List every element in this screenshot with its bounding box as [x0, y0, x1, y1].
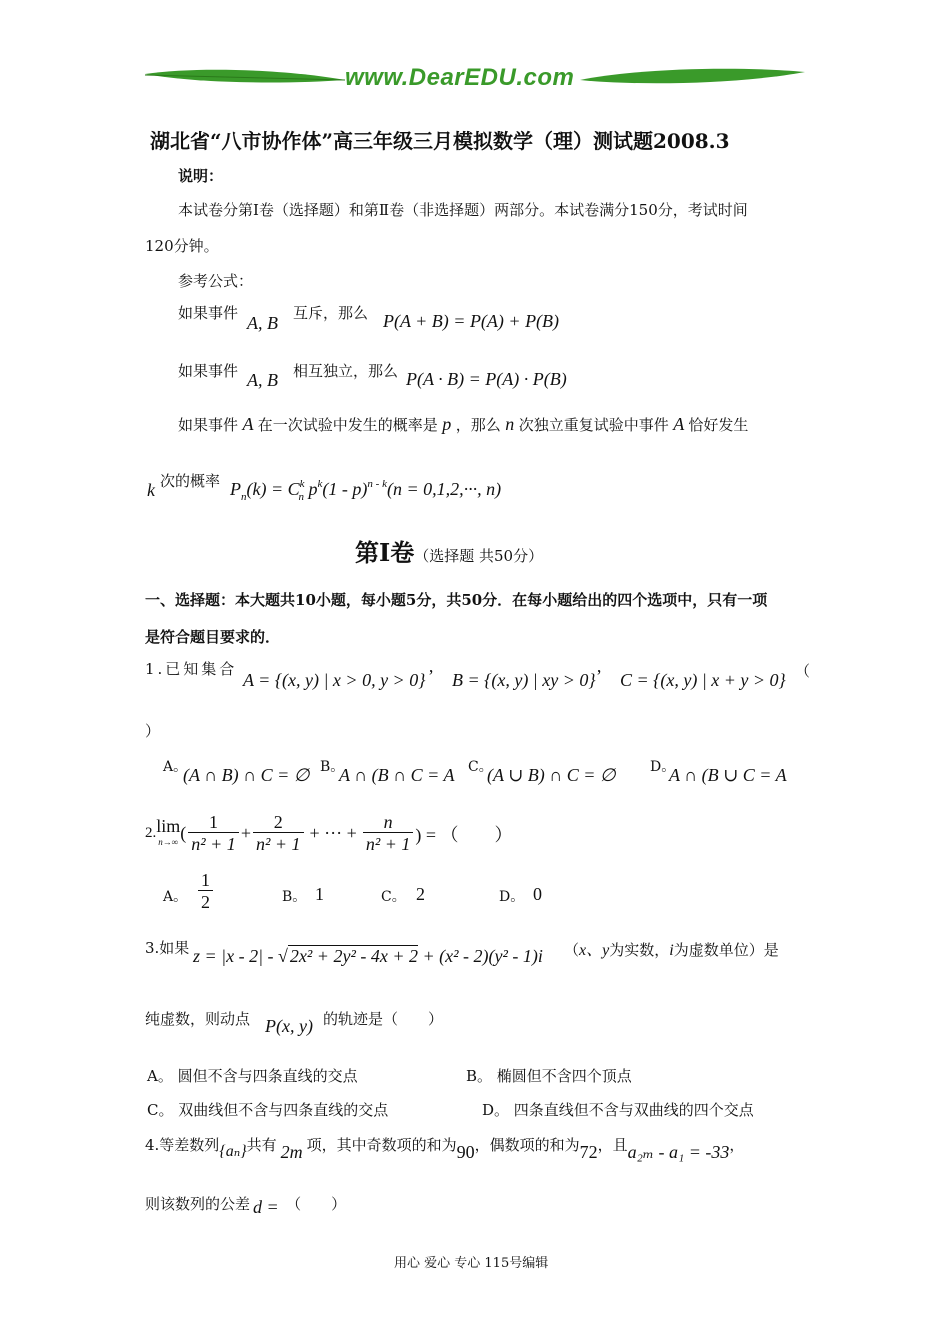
formula-1: P(A + B) = P(A) + P(B) — [383, 311, 560, 331]
section-subtitle: （选择题 共50分） — [414, 547, 544, 565]
q4-t3: ，偶数项的和为 — [474, 1136, 580, 1154]
formula-1-mid: 互斥，那么 — [293, 304, 369, 322]
q3-option-c: C。 双曲线但不含与四条直线的交点 — [147, 1101, 389, 1119]
q4-t2: 项，其中奇数项的和为 — [306, 1136, 457, 1154]
q1-option-d: A ∩ (B ∪ C = A — [669, 765, 787, 785]
q1-comma-1: ’ — [428, 666, 434, 686]
q3-equation: z = |x - 2| - √ 2x² + 2y² - 4x + 2 + (x² - 2)(y² - 1)i — [193, 946, 543, 966]
q3-note — [564, 937, 779, 960]
intro-label: 说明： — [178, 167, 224, 185]
q2-tn-den: n² + 1 — [363, 832, 414, 855]
q3-note-xy: x、y — [579, 942, 610, 959]
q1-option-c-label: C。 — [468, 759, 493, 775]
formula-1-text: 如果事件 — [178, 304, 239, 322]
q1-set-b: B = {(x, y) | xy > 0} — [452, 670, 596, 690]
q1-option-b-label: B。 — [320, 759, 345, 775]
q1-paren-open: （ — [795, 662, 811, 680]
q1-option-b: A ∩ (B ∩ C = A — [339, 765, 455, 785]
q4-prefix: 4.等差数列 — [145, 1136, 220, 1154]
q3-note-mid: 为实数， — [609, 941, 670, 959]
q1-option-a-label: A。 — [163, 759, 188, 775]
q3-note-i: i — [669, 942, 674, 959]
q3-note-end: 为虚数单位）是 — [673, 941, 779, 959]
page-title: 湖北省“八市协作体”高三年级三月模拟数学（理）测试题2008.3 — [150, 129, 730, 153]
q2-t2-den: n² + 1 — [253, 832, 304, 855]
formula-3-d: 次独立重复试验中事件 — [518, 416, 669, 434]
q1-option-d-label: D。 — [650, 759, 676, 775]
q1-set-c: C = {(x, y) | x + y > 0} — [620, 670, 786, 690]
intro-line-2: 120分钟。 — [145, 237, 219, 255]
q3-option-a: A。 圆但不含与四条直线的交点 — [147, 1067, 358, 1085]
q2-prefix: 2. — [145, 825, 157, 841]
instruction-line-1: 一、选择题：本大题共10小题，每小题5分，共50分．在每小题给出的四个选项中，只有一项 — [145, 591, 768, 609]
formula-1-vars: A, B — [247, 313, 278, 333]
q3-prefix: 3.如果 — [145, 939, 190, 957]
q3-option-b: B。 椭圆但不含四个顶点 — [466, 1067, 632, 1085]
formula-3-c: ，那么 — [455, 416, 501, 434]
formula-3-a: 如果事件 — [178, 416, 239, 434]
q2-option-a-label: A。 — [163, 889, 188, 905]
formula-3-b: 在一次试验中发生的概率是 — [257, 416, 438, 434]
formula-2: P(A · B) = P(A) · P(B) — [406, 369, 567, 389]
q2-option-a — [196, 870, 215, 913]
q3-line-2a: 纯虚数，则动点 — [145, 1010, 251, 1028]
q4-t1: 共有 — [246, 1136, 277, 1154]
q1-option-c: (A ∪ B) ∩ C = ∅ — [487, 765, 616, 785]
q1-option-a: (A ∩ B) ∩ C = ∅ — [183, 765, 310, 785]
q2-lim-sub: n→∞ — [158, 836, 179, 847]
q2-option-c: 2 — [416, 884, 425, 904]
q3-note-open: （ — [564, 941, 580, 959]
q2-lim: lim — [156, 815, 181, 836]
q2-dots: + ··· + — [309, 823, 357, 843]
q1-paren-close: ） — [145, 722, 161, 740]
q4-even-sum: 72 — [579, 1142, 598, 1162]
q3-line-2b: 的轨迹是（ ） — [323, 1010, 444, 1028]
q4-line-2-text: 则该数列的公差 — [145, 1195, 251, 1213]
site-logo: www.DearEDU.com — [345, 64, 575, 91]
q1-prefix: 1.已知集合 — [145, 660, 238, 678]
intro-line-1: 本试卷分第Ⅰ卷（选择题）和第Ⅱ卷（非选择题）两部分。本试卷满分150分，考试时间 — [178, 201, 748, 219]
q1-set-a: A = {(x, y) | x > 0, y > 0} — [243, 670, 426, 690]
formula-label: 参考公式： — [178, 272, 254, 290]
q2-option-d-label: D。 — [499, 889, 525, 905]
q4-t5: ， — [729, 1136, 745, 1154]
q4-line-2 — [145, 1193, 346, 1218]
section-title: 第Ⅰ卷 — [355, 538, 415, 567]
q2-option-b: 1 — [315, 884, 324, 904]
q4-d-var: d = — [253, 1197, 284, 1217]
q2-option-a-num: 1 — [201, 870, 210, 890]
q4-two-m: 2m — [280, 1142, 303, 1162]
formula-4: $P_n(k) = C^k_n$ $p^k(1 - p)^{n - k}(n = 0,1,2,\cdot\cdot\cdot$, n) — [230, 478, 502, 503]
q2-suffix: ) = （ ） — [415, 824, 513, 845]
header-banner — [140, 60, 810, 96]
q3-radicand: 2x² + 2y² - 4x + 2 — [289, 946, 418, 966]
q4-condition: a₂ₘ - a₁ = -33 — [627, 1142, 730, 1162]
q2-t1-num: 1 — [209, 812, 219, 832]
page-footer: 用心 爱心 专心 115号编辑 — [394, 1256, 549, 1271]
section-heading — [355, 533, 543, 568]
formula-2-vars: A, B — [247, 370, 278, 390]
q2-option-b-label: B。 — [282, 889, 307, 905]
q4-t4: ，且 — [597, 1136, 628, 1154]
formula-3-e: 恰好发生 — [688, 416, 749, 434]
q2-expression: 2. lim n→∞ ( $\frac{1}{\text{n² + 1}}$ + $\frac{2}{\text{n² + 1}}$ + ··· + $\frac{n}{\text{n² + 1}}$ ) = （ ） — [145, 812, 513, 854]
formula-2-text: 如果事件 — [178, 362, 239, 380]
q3-rhs: + (x² - 2)(y² - 1)i — [417, 946, 543, 966]
q4-seq: {aₙ} — [219, 1143, 247, 1160]
formula-2-mid: 相互独立，那么 — [293, 362, 399, 380]
q1-comma-2: ’ — [596, 666, 602, 686]
q2-t1-den: n² + 1 — [188, 832, 239, 855]
instruction-line-2: 是符合题目要求的． — [145, 628, 281, 646]
q2-option-c-label: C。 — [381, 889, 406, 905]
q4-line-1 — [145, 1134, 744, 1163]
q4-odd-sum: 90 — [456, 1142, 475, 1162]
formula-3-line: 如果事件 A 在一次试验中发生的概率是 p ，那么 n 次独立重复试验中事件 A 恰好发生 — [178, 414, 749, 434]
q3-lhs: z = |x - 2| - — [193, 946, 279, 966]
q2-option-a-den: 2 — [198, 890, 213, 913]
q2-tn-num: n — [383, 812, 393, 832]
q2-option-d: 0 — [533, 884, 542, 904]
q3-option-d: D。 四条直线但不含与双曲线的四个交点 — [482, 1101, 754, 1119]
q2-t2-num: 2 — [273, 812, 283, 832]
formula-4-k: k — [147, 480, 155, 500]
q3-point: P(x, y) — [265, 1016, 313, 1036]
formula-4-text: 次的概率 — [160, 472, 221, 490]
q4-line-2-end: （ ） — [286, 1195, 347, 1213]
